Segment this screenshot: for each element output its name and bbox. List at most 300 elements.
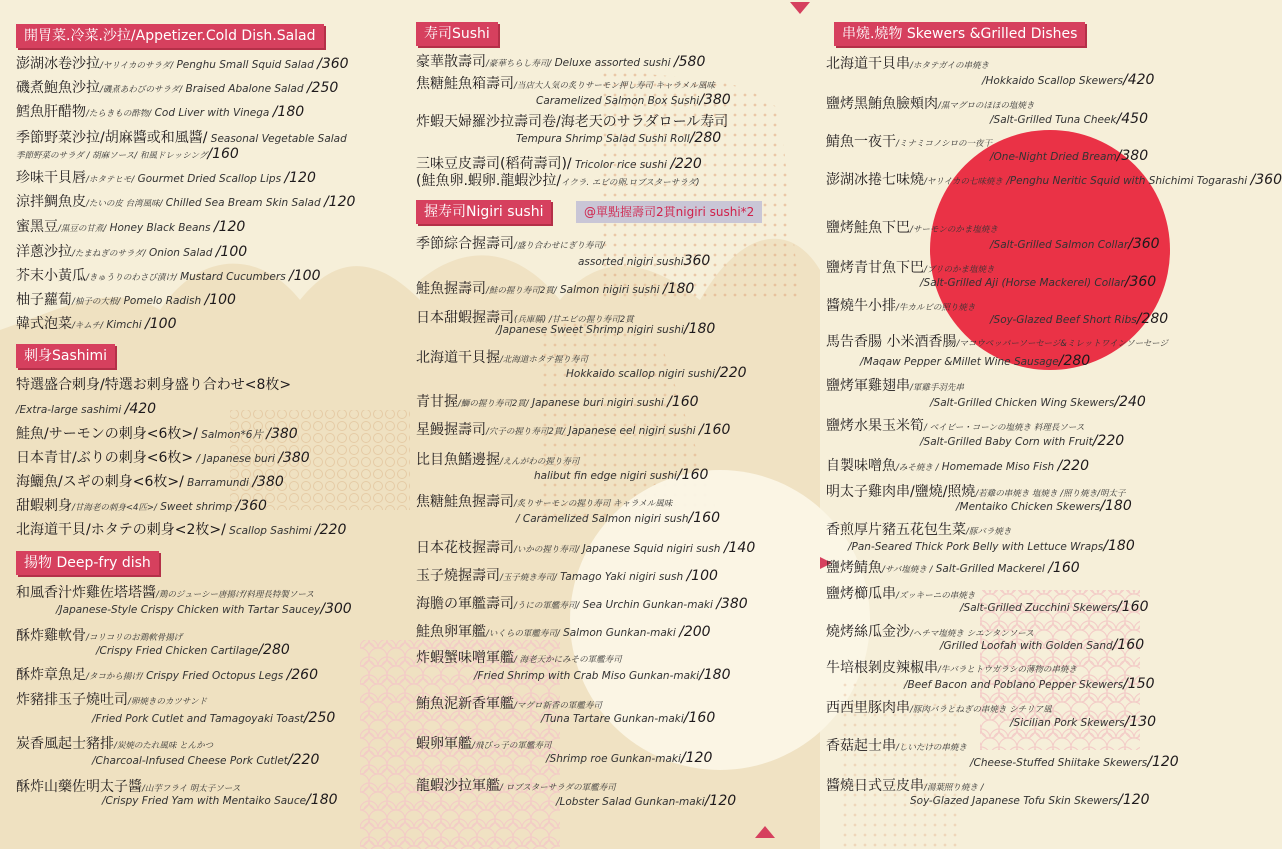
item-price: /150 xyxy=(1123,676,1155,692)
item-english: Braised Abalone Salad xyxy=(182,83,307,95)
item-name: 鮭魚握壽司 xyxy=(416,281,486,297)
item-price: /180 xyxy=(306,792,338,808)
item-english-line xyxy=(990,149,1148,164)
item-price: /160 xyxy=(207,146,239,162)
item-name: 磯煮鮑魚沙拉 xyxy=(16,80,100,96)
item-english: /Mentaiko Chicken Skewers xyxy=(956,501,1101,513)
item-name: 馬告香腸 小米酒香腸 xyxy=(826,334,957,350)
item-japanese: /たらきもの酢物/ xyxy=(86,109,152,119)
item-name: 珍味干貝唇 xyxy=(16,170,86,186)
item-japanese: /甘海老の刺身<4匹>/ xyxy=(72,503,157,513)
item-japanese: /黒マグロのほほの塩焼き xyxy=(938,101,1035,111)
item-japanese: /牛カルビの照り焼き xyxy=(896,303,976,313)
item-name: 日本甜蝦握壽司 xyxy=(416,310,514,326)
menu-item xyxy=(826,738,967,756)
item-japanese: /盛り合わせにぎり寿司/ xyxy=(514,241,605,251)
item-price: /120 xyxy=(1147,754,1179,770)
menu-item xyxy=(16,692,207,710)
item-name: 龍蝦沙拉軍艦 xyxy=(416,778,500,794)
menu-item xyxy=(416,568,718,586)
menu-item xyxy=(416,596,748,614)
menu-item xyxy=(826,56,989,74)
item-english-line xyxy=(92,753,319,768)
item-name: 澎湖冰捲七味燒 xyxy=(826,172,924,188)
item-name: 炸豬排玉子燒吐司 xyxy=(16,692,128,708)
item-english: Soy-Glazed Japanese Tofu Skin Skewers xyxy=(910,795,1119,807)
item-japanese: /きゅうりのわさび漬け/ xyxy=(86,273,177,283)
item-english: Salmon*6片 xyxy=(197,429,267,441)
item-name: 鹽烤水果玉米筍 xyxy=(826,418,924,434)
menu-item xyxy=(416,281,694,299)
menu-item xyxy=(16,667,318,685)
item-name: 鹽烤軍雞翅串 xyxy=(826,378,910,394)
item-english: /Salt-Grilled Aji (Horse Mackerel) Collar xyxy=(920,277,1125,289)
item-japanese: /湯葉照り焼き / xyxy=(924,783,984,793)
item-english: Sea Urchin Gunkan-maki xyxy=(579,599,717,611)
item-name: 比目魚鰭邊握 xyxy=(416,452,500,468)
item-japanese: /卵焼きのカツサンド xyxy=(128,697,207,707)
item-name: 北海道干貝串 xyxy=(826,56,910,72)
item-price: /580 xyxy=(673,54,706,70)
item-english-line xyxy=(982,73,1154,88)
item-price: /180 xyxy=(662,281,695,297)
item-japanese: /若雞の串焼き 塩焼き /照り焼き/明太子 xyxy=(975,489,1126,499)
item-price: /160 xyxy=(676,467,709,483)
item-price: /120 xyxy=(213,219,246,235)
item-japanese: /たいの皮 台湾風味/ xyxy=(86,199,163,209)
item-price: /220 xyxy=(715,365,747,381)
item-english: Pomelo Radish xyxy=(120,295,205,307)
item-price: /250 xyxy=(303,710,336,726)
item-name: 日本青甘/ぶりの刺身<6枚> xyxy=(16,450,194,466)
item-english-line xyxy=(516,511,720,526)
item-price: /180 xyxy=(683,321,716,337)
item-price: /100 xyxy=(204,292,236,308)
item-price: /220 xyxy=(314,522,347,538)
item-japanese: /ブリのかま塩焼き xyxy=(924,265,995,275)
item-english-line xyxy=(546,751,712,766)
item-english: assorted nigiri sushi xyxy=(578,256,684,268)
item-name: 西西里豚肉串 xyxy=(826,700,910,716)
item-price: /130 xyxy=(1124,714,1157,730)
item-japanese: /穴子の握り寿司2貫/ xyxy=(486,427,566,437)
item-name: 焦糖鮭魚握壽司 xyxy=(416,494,514,510)
item-english: Homemade Miso Fish xyxy=(938,461,1058,473)
item-japanese: /ホタテヒモ/ xyxy=(86,175,135,185)
menu-item xyxy=(16,522,346,539)
item-price: /180 xyxy=(1100,498,1132,514)
item-price: /360 xyxy=(1250,172,1282,188)
menu-item xyxy=(416,76,715,94)
item-japanese: /マコウペッパーソーセージ&ミレットワインソーセージ xyxy=(956,339,1168,349)
item-price: /240 xyxy=(1114,394,1146,410)
item-english: /Salt-Grilled Chicken Wing Skewers xyxy=(930,397,1115,409)
item-english-line xyxy=(990,112,1148,127)
item-english: /Charcoal-Infused Cheese Pork Cutlet xyxy=(92,755,288,767)
menu-item xyxy=(826,660,1077,678)
item-english-line xyxy=(96,643,290,658)
item-japanese: /豚肉バラとねぎの串焼き シチリア風 xyxy=(910,705,1052,715)
menu-item xyxy=(416,156,702,173)
item-english: Gourmet Dried Scallop Lips xyxy=(134,173,285,185)
item-english: /Cheese-Stuffed Shiitake Skewers xyxy=(970,757,1148,769)
item-japanese: /炭焼のたれ風味 とんかつ xyxy=(114,741,214,751)
item-english-line xyxy=(541,711,715,726)
item-japanese: /サバ塩焼き / xyxy=(882,565,933,575)
menu-item xyxy=(16,450,310,467)
item-english: Barramundi xyxy=(183,477,253,489)
item-price: /280 xyxy=(258,642,290,658)
item-price: /360 xyxy=(317,56,349,72)
menu-item xyxy=(16,244,247,262)
item-english: /Shrimp roe Gunkan-maki xyxy=(546,753,681,765)
item-japanese: /サーモンのかま塩焼き xyxy=(910,225,998,235)
item-english: /Salt-Grilled Baby Corn with Fruit xyxy=(920,436,1093,448)
item-english: Honey Black Beans xyxy=(106,222,214,234)
item-english-line xyxy=(566,366,747,381)
item-english-line xyxy=(990,312,1168,327)
menu-item xyxy=(16,56,349,74)
item-english: Mustard Cucumbers xyxy=(176,271,290,283)
menu-item xyxy=(826,334,1168,352)
item-english: /Hokkaido Scallop Skewers xyxy=(982,75,1123,87)
item-price: /100 xyxy=(215,244,248,260)
item-price: /160 xyxy=(1112,637,1145,653)
menu-item xyxy=(826,220,998,238)
item-price: /280 xyxy=(689,130,722,146)
item-price: /140 xyxy=(723,540,756,556)
item-price: /380 xyxy=(716,596,748,612)
menu-item xyxy=(826,134,992,152)
item-english: /Maqaw Pepper &Millet Wine Sausage xyxy=(860,356,1059,368)
item-price: /160 xyxy=(688,510,720,526)
item-name: 海膽の軍艦壽司 xyxy=(416,596,514,612)
item-name: 芥末小黃瓜 xyxy=(16,268,86,284)
menu-item xyxy=(416,173,699,191)
item-english: /Penghu Neritic Squid with Shichimi Togarashi xyxy=(1002,175,1251,187)
item-name: 炭香風起士豬排 xyxy=(16,736,114,752)
item-english: /Tuna Tartare Gunkan-maki xyxy=(541,713,684,725)
item-price: /300 xyxy=(320,601,352,617)
item-english: Tamago Yaki nigiri sush xyxy=(556,571,687,583)
skewers-header: 串燒.燒物 Skewers &Grilled Dishes xyxy=(834,22,1085,46)
item-name: 蜜黑豆 xyxy=(16,219,58,235)
item-name: 鹽烤青甘魚下巴 xyxy=(826,260,924,276)
item-price: /120 xyxy=(323,194,356,210)
item-english: Crispy Fried Octopus Legs xyxy=(142,670,287,682)
item-english: /Sicilian Pork Skewers xyxy=(1010,717,1125,729)
item-name: 日本花枝握壽司 xyxy=(416,540,514,556)
nigiri-note: @單點握壽司2貫nigiri sushi*2 xyxy=(576,201,762,223)
item-japanese: /玉子焼き寿司/ xyxy=(500,573,557,583)
item-price: /380 xyxy=(1116,148,1149,164)
item-english: /Fried Shrimp with Crab Miso Gunkan-maki xyxy=(474,670,700,682)
menu-item xyxy=(16,585,314,603)
item-price: /220 xyxy=(670,156,702,172)
menu-item xyxy=(16,498,267,516)
item-english: /Salt-Grilled Salmon Collar xyxy=(990,239,1129,251)
item-name: 鯖魚一夜干 xyxy=(826,134,896,150)
menu-item xyxy=(16,474,284,491)
item-japanese: /ヤリイカのサラダ/ xyxy=(100,61,174,71)
item-name: 柚子蘿蔔 xyxy=(16,292,72,308)
item-price: /280 xyxy=(1136,311,1169,327)
menu-item xyxy=(16,194,355,212)
menu-item xyxy=(16,104,304,122)
item-english: /Beef Bacon and Poblano Pepper Skewers xyxy=(904,679,1124,691)
item-english: Scallop Sashimi xyxy=(225,525,315,537)
item-english: /Crispy Fried Chicken Cartilage xyxy=(96,645,259,657)
item-price: /160 xyxy=(667,394,699,410)
menu-item xyxy=(16,292,236,310)
item-name: 鹽烤鯖魚 xyxy=(826,560,882,576)
item-japanese: /タコから揚げ/ xyxy=(86,672,143,682)
item-english: Japanese eel nigiri sushi xyxy=(565,425,699,437)
item-japanese: /ズッキーニの串焼き xyxy=(896,591,976,601)
item-english: Kimchi xyxy=(102,319,146,331)
item-name: 自製味噌魚 xyxy=(826,458,896,474)
menu-item xyxy=(416,736,551,754)
menu-item xyxy=(416,114,728,130)
item-japanese: /しいたけの串焼き xyxy=(896,743,967,753)
item-english-line xyxy=(56,602,352,617)
menu-item xyxy=(826,298,975,316)
menu-item xyxy=(16,219,245,237)
item-japanese: /ヤリイカの七味焼き xyxy=(924,177,1003,187)
item-price: /380 xyxy=(252,474,284,490)
item-english: /Lobster Salad Gunkan-maki xyxy=(556,796,705,808)
item-japanese: /豚バラ焼き xyxy=(966,527,1012,537)
item-price: /160 xyxy=(698,422,731,438)
item-name: 洋蔥沙拉 xyxy=(16,244,72,260)
item-japanese: /軍雞手羽先串 xyxy=(910,383,964,393)
item-english-line xyxy=(910,793,1150,808)
item-price: /200 xyxy=(679,624,711,640)
item-japanese: /鶏のジューシー唐揚げ/料理長特製ソース xyxy=(156,590,314,600)
item-japanese: / ベイビー・コーンの塩焼き 料理長ソース xyxy=(924,423,1085,433)
item-price: /100 xyxy=(145,316,177,332)
item-english: /Grilled Loofah with Golden Sand xyxy=(940,640,1113,652)
item-english: /One-Night Dried Bream xyxy=(990,151,1117,163)
item-english: /Soy-Glazed Beef Short Ribs xyxy=(990,314,1137,326)
item-name: 酥炸雞軟骨 xyxy=(16,628,86,644)
item-name: 酥炸章魚足 xyxy=(16,667,86,683)
item-english: Cod Liver with Vinega xyxy=(151,107,273,119)
menu-item xyxy=(826,378,964,396)
item-japanese: /当店大人気の炙りサーモン押し寿司 キャラメル風味 xyxy=(514,81,715,91)
item-japanese: /豪華ちらし寿司/ xyxy=(486,59,552,69)
item-english-line xyxy=(1010,715,1156,730)
item-price: /380 xyxy=(278,450,310,466)
menu-item xyxy=(826,458,1089,476)
menu-item xyxy=(416,54,705,72)
item-english-line xyxy=(536,93,731,108)
menu-item xyxy=(16,736,213,754)
menu-item xyxy=(16,316,177,334)
item-name: 甜蝦刺身 xyxy=(16,498,72,514)
item-price: /260 xyxy=(286,667,319,683)
item-english: Seasonal Vegetable Salad xyxy=(207,133,347,145)
menu-item xyxy=(826,172,1282,190)
item-english-line xyxy=(516,131,721,146)
menu-item xyxy=(16,401,156,418)
item-japanese: / 海老天かにみその軍艦寿司 xyxy=(514,655,622,665)
item-japanese: /みそ焼き / xyxy=(896,463,939,473)
item-price: 360 xyxy=(683,253,711,269)
item-english-line xyxy=(960,600,1149,615)
menu-item xyxy=(416,236,605,254)
item-japanese: /磯煮あわびのサラダ/ xyxy=(100,85,183,95)
item-english: Japanese buri nigiri sushi xyxy=(528,397,668,409)
item-price: /100 xyxy=(686,568,718,584)
item-japanese: /えんがわの握り寿司 xyxy=(500,457,580,467)
item-english-line xyxy=(920,434,1124,449)
item-english: Salmon Gunkan-maki xyxy=(559,627,680,639)
menu-item xyxy=(416,540,755,558)
menu-item xyxy=(416,394,699,412)
item-name: 季節野菜沙拉/胡麻醬或和風醬/ xyxy=(16,130,208,146)
item-name: 玉子燒握壽司 xyxy=(416,568,500,584)
item-english: Onion Salad xyxy=(145,247,216,259)
item-english: Penghu Small Squid Salad xyxy=(173,59,318,71)
menu-item xyxy=(826,522,1011,540)
item-price: /360 xyxy=(235,498,267,514)
item-price: /120 xyxy=(284,170,316,186)
item-japanese: /ミナミコノシロの一夜干 xyxy=(896,139,993,149)
item-name: 特選盛合刺身/特選お刺身盛り合わせ<8枚> xyxy=(16,377,292,393)
item-name: 涼拌鯛魚皮 xyxy=(16,194,86,210)
item-english-line xyxy=(940,638,1144,653)
menu-item xyxy=(416,624,711,642)
item-name: 北海道干貝/ホタテの刺身<2枚>/ xyxy=(16,522,226,538)
item-name: 明太子雞肉串/鹽燒/照燒 xyxy=(826,484,976,500)
menu-item xyxy=(16,426,298,443)
menu-item xyxy=(416,650,622,668)
item-price: /250 xyxy=(306,80,339,96)
item-name: 醬燒牛小排 xyxy=(826,298,896,314)
item-english-line xyxy=(578,254,710,269)
item-english: / Caramelized Salmon nigiri sush xyxy=(516,513,689,525)
nigiri-header: 握寿司Nigiri sushi xyxy=(416,200,551,224)
item-price: /360 xyxy=(1128,236,1160,252)
item-price: /180 xyxy=(1103,538,1135,554)
item-english-line xyxy=(848,539,1135,554)
menu-item xyxy=(416,422,730,440)
item-english: Sweet shrimp xyxy=(156,501,236,513)
item-name: 牛培根剝皮辣椒串 xyxy=(826,660,938,676)
item-name: 海鱺魚/スギの刺身<6枚>/ xyxy=(16,474,184,490)
menu-item xyxy=(16,170,316,188)
item-price: /450 xyxy=(1116,111,1149,127)
item-english-line xyxy=(474,668,731,683)
item-name: 北海道干貝握 xyxy=(416,350,500,366)
item-japanese: /いくらの軍艦寿司/ xyxy=(486,629,560,639)
item-price: /160 xyxy=(683,710,716,726)
item-price: /420 xyxy=(124,401,157,417)
item-english-line xyxy=(956,499,1132,514)
item-english: / Japanese buri xyxy=(193,453,279,465)
item-name: 鹽烤櫛瓜串 xyxy=(826,586,896,602)
item-name: 韓式泡菜 xyxy=(16,316,72,332)
item-name: 豪華散壽司 xyxy=(416,54,486,70)
item-price: /160 xyxy=(1048,560,1080,576)
item-english: Japanese Squid nigiri sush xyxy=(579,543,724,555)
item-japanese: 季節野菜のサラダ / 胡麻ソース/ 和風ドレッシング xyxy=(16,151,208,161)
item-name: 炸蝦蟹味噌軍艦 xyxy=(416,650,514,666)
item-price: /360 xyxy=(1124,274,1157,290)
menu-item xyxy=(826,586,975,604)
item-english-line xyxy=(904,677,1155,692)
sushi-header: 寿司Sushi xyxy=(416,22,498,46)
item-price: /120 xyxy=(680,750,713,766)
item-english: Caramelized Salmon Box Sushi xyxy=(536,95,700,107)
item-japanese: /北海道ホタテ握り寿司 xyxy=(500,355,588,365)
item-name: 醬燒日式豆皮串 xyxy=(826,778,924,794)
item-english-line xyxy=(496,322,715,337)
item-price: /280 xyxy=(1058,353,1091,369)
item-japanese: /黒豆の甘煮/ xyxy=(58,224,107,234)
item-japanese: /山芋フライ 明太子ソース xyxy=(142,784,241,794)
item-japanese: /飛びっ子の軍艦寿司 xyxy=(472,741,552,751)
item-japanese: /うにの軍艦寿司/ xyxy=(514,601,580,611)
item-japanese: /キムチ/ xyxy=(72,321,103,331)
item-name: 青甘握 xyxy=(416,394,458,410)
item-name: 香菇起士串 xyxy=(826,738,896,754)
item-price: /380 xyxy=(266,426,298,442)
menu-item xyxy=(416,350,588,368)
item-price: /100 xyxy=(289,268,321,284)
menu-item xyxy=(16,268,320,286)
item-japanese: (兵庫縣) /甘エビの握り寿司2貫 xyxy=(514,315,634,325)
item-english: Salmon nigiri sushi xyxy=(556,284,663,296)
item-name: 蝦卵軍艦 xyxy=(416,736,472,752)
menu-item xyxy=(16,130,347,147)
menu-item xyxy=(16,146,239,164)
item-english-line xyxy=(534,468,708,483)
item-japanese: /ヘチマ塩焼き シエンタンソース xyxy=(910,629,1034,639)
item-name: 酥炸山藥佐明太子醬 xyxy=(16,779,142,795)
item-name: 三味豆皮壽司(稻荷壽司)/ xyxy=(416,156,572,172)
item-english-line xyxy=(102,793,338,808)
item-name: 焦糖鮭魚箱壽司 xyxy=(416,76,514,92)
item-name: 鮭魚/サーモンの刺身<6枚>/ xyxy=(16,426,198,442)
item-japanese: / ロブスターサラダの軍艦寿司 xyxy=(500,783,616,793)
item-name: 澎湖冰卷沙拉 xyxy=(16,56,100,72)
item-name: 鱈魚肝醋物 xyxy=(16,104,86,120)
menu-item xyxy=(416,494,672,512)
item-name: 和風香汁炸雞佐塔塔醬 xyxy=(16,585,156,601)
item-name: 鮪魚泥新香軍艦 xyxy=(416,696,514,712)
item-price: /180 xyxy=(699,667,731,683)
menu-item xyxy=(826,560,1080,578)
item-english-line xyxy=(930,395,1146,410)
appetizer-header: 開胃菜.冷菜.沙拉/Appetizer.Cold Dish.Salad xyxy=(16,24,324,48)
menu-item xyxy=(16,80,338,98)
item-price: /120 xyxy=(704,793,737,809)
item-english: /Salt-Grilled Tuna Cheek xyxy=(990,114,1117,126)
item-japanese: /鰤の握り寿司2貫/ xyxy=(458,399,529,409)
item-english-line xyxy=(860,354,1090,369)
item-japanese: /たまねぎのサラダ/ xyxy=(72,249,146,259)
item-name: 星鰻握壽司 xyxy=(416,422,486,438)
item-japanese: /マグロ新香の軍艦寿司 xyxy=(514,701,602,711)
menu-item xyxy=(16,377,291,393)
item-japanese: イクラ. エビの卵.ロブスターサラダ) xyxy=(561,178,700,188)
item-price: /120 xyxy=(1118,792,1150,808)
item-price: /380 xyxy=(699,92,731,108)
item-price: /220 xyxy=(287,752,320,768)
item-japanese: /鮭の握り寿司2貫/ xyxy=(486,286,557,296)
